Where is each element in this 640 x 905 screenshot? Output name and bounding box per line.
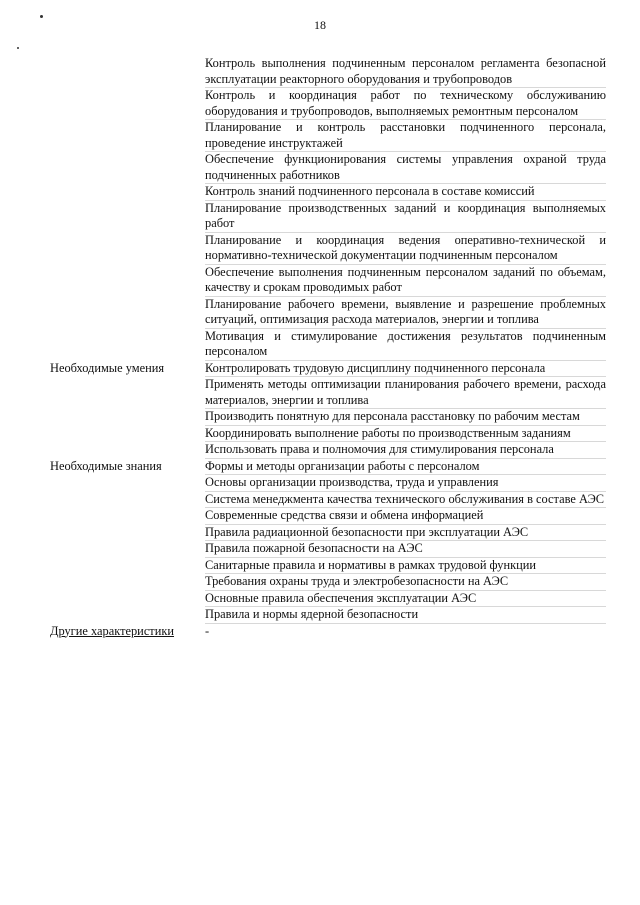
row-items — [205, 624, 606, 640]
list-item: Правила и нормы ядерной безопасности — [205, 607, 606, 624]
list-item: Координировать выполнение работы по производственным заданиям — [205, 426, 606, 443]
list-item: Производить понятную для персонала расстановку по рабочим местам — [205, 409, 606, 426]
list-item: Обеспечение функционирования системы управления охраной труда подчиненных работников — [205, 152, 606, 184]
table-row-labor-actions — [50, 56, 606, 361]
table-row-skills — [50, 361, 606, 459]
list-item: Контроль и координация работ по техническому обслуживанию оборудования и трубопроводов, выполняемых ремонтным персоналом — [205, 88, 606, 120]
row-items — [205, 459, 606, 624]
list-item: Требования охраны труда и электробезопасности на АЭС — [205, 574, 606, 591]
list-item: - — [205, 623, 210, 638]
page-number: 18 — [314, 18, 326, 32]
requirements-table — [50, 56, 606, 639]
row-label: Необходимые умения — [50, 360, 165, 375]
scan-speck — [17, 47, 19, 49]
list-item: Планирование и координация ведения оперативно-технической и нормативно-технической документации подчиненным персоналом — [205, 233, 606, 265]
list-item: Современные средства связи и обмена информацией — [205, 508, 606, 525]
list-item: Планирование рабочего времени, выявление и разрешение проблемных ситуаций, оптимизация расхода материалов, энергии и топлива — [205, 297, 606, 329]
list-item: Использовать права и полномочия для стимулирования персонала — [205, 442, 606, 459]
list-item: Контролировать трудовую дисциплину подчиненного персонала — [205, 361, 606, 378]
list-item: Планирование производственных заданий и координация выполняемых работ — [205, 201, 606, 233]
list-item: Основные правила обеспечения эксплуатации АЭС — [205, 591, 606, 608]
scan-speck — [40, 15, 43, 18]
list-item: Правила радиационной безопасности при эксплуатации АЭС — [205, 525, 606, 542]
list-item: Контроль знаний подчиненного персонала в составе комиссий — [205, 184, 606, 201]
list-item: Основы организации производства, труда и управления — [205, 475, 606, 492]
table-row-knowledge — [50, 459, 606, 624]
table-row-other — [50, 624, 606, 640]
list-item: Контроль выполнения подчиненным персоналом регламента безопасной эксплуатации реакторного оборудования и трубопроводов — [205, 56, 606, 88]
row-label: Необходимые знания — [50, 458, 162, 473]
row-label: Другие характеристики — [50, 623, 175, 638]
list-item: Система менеджмента качества технического обслуживания в составе АЭС — [205, 492, 606, 509]
row-items — [205, 361, 606, 459]
list-item: Правила пожарной безопасности на АЭС — [205, 541, 606, 558]
list-item: Мотивация и стимулирование достижения результатов подчиненным персоналом — [205, 329, 606, 361]
list-item: Санитарные правила и нормативы в рамках трудовой функции — [205, 558, 606, 575]
row-items — [205, 56, 606, 361]
list-item: Обеспечение выполнения подчиненным персоналом заданий по объемам, качеству и срокам проводимых работ — [205, 265, 606, 297]
list-item: Применять методы оптимизации планирования рабочего времени, расхода материалов, энергии и топлива — [205, 377, 606, 409]
list-item: Планирование и контроль расстановки подчиненного персонала, проведение инструктажей — [205, 120, 606, 152]
list-item: Формы и методы организации работы с персоналом — [205, 459, 606, 476]
